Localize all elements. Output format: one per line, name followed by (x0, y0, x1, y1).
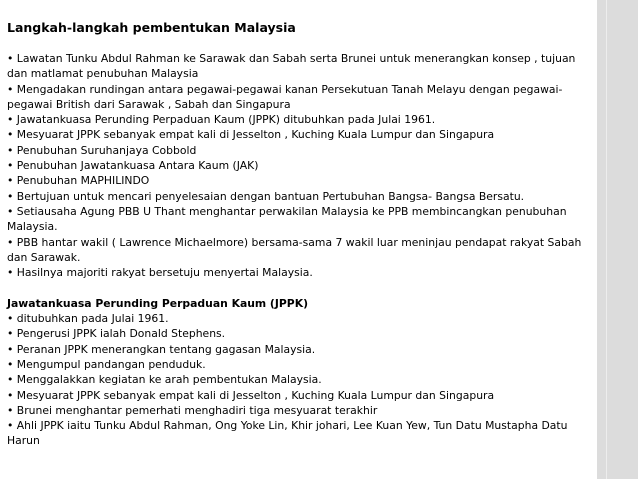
slide-content (7, 20, 592, 449)
list-item: • Lawatan Tunku Abdul Rahman ke Sarawak dan Sabah serta Brunei untuk menerangkan konsep , tujuan dan matlamat penubuhan Malaysia (7, 52, 576, 81)
list-item: • Penubuhan Jawatankuasa Antara Kaum (JAK) (7, 159, 259, 173)
list-item: • Bertujuan untuk mencari penyelesaian dengan bantuan Pertubuhan Bangsa- Bangsa Bersatu. (7, 189, 525, 203)
list-item: • Pengerusi JPPK ialah Donald Stephens. (7, 327, 226, 341)
list-item: • Ahli JPPK iaitu Tunku Abdul Rahman, Ong Yoke Lin, Khir johari, Lee Kuan Yew, Tun Datu Mustapha Datu Harun (7, 419, 568, 448)
list-item: • Mengadakan rundingan antara pegawai-pegawai kanan Persekutuan Tanah Melayu dengan pegawai-pegawai British dari Sarawak , Sabah dan Singapura (7, 82, 563, 111)
list-item: • Brunei menghantar pemerhati menghadiri tiga mesyuarat terakhir (7, 403, 378, 417)
list-item: • PBB hantar wakil ( Lawrence Michaelmore) bersama-sama 7 wakil luar meninjau pendapat rakyat Sabah dan Sarawak. (7, 235, 582, 264)
slide-title: Langkah-langkah pembentukan Malaysia (7, 20, 296, 35)
list-item: • Setiausaha Agung PBB U Thant menghantar perwakilan Malaysia ke PPB membincangkan penubuhan Malaysia. (7, 204, 567, 234)
right-decorative-bar (597, 0, 638, 479)
list-item: • Hasilnya majoriti rakyat bersetuju menyertai Malaysia. (7, 266, 313, 280)
section-gap (7, 280, 592, 295)
list-item: • Jawatankuasa Perunding Perpaduan Kaum (JPPK) ditubuhkan pada Julai 1961. (7, 113, 436, 127)
list-item: • Penubuhan Suruhanjaya Cobbold (7, 143, 197, 157)
list-item: • Mesyuarat JPPK sebanyak empat kali di Jesselton , Kuching Kuala Lumpur dan Singapura (7, 388, 495, 402)
section-heading: Jawatankuasa Perunding Perpaduan Kaum (JPPK) (7, 296, 309, 310)
list-item: • Mengumpul pandangan penduduk. (7, 357, 206, 371)
jppk-list (7, 311, 592, 449)
steps-list (7, 51, 592, 280)
list-item: • Mesyuarat JPPK sebanyak empat kali di Jesselton , Kuching Kuala Lumpur dan Singapura (7, 128, 495, 142)
right-bar-divider (606, 0, 607, 479)
list-item: • ditubuhkan pada Julai 1961. (7, 312, 169, 326)
list-item: • Penubuhan MAPHILINDO (7, 174, 150, 188)
list-item: • Menggalakkan kegiatan ke arah pembentukan Malaysia. (7, 373, 322, 387)
list-item: • Peranan JPPK menerangkan tentang gagasan Malaysia. (7, 342, 316, 356)
